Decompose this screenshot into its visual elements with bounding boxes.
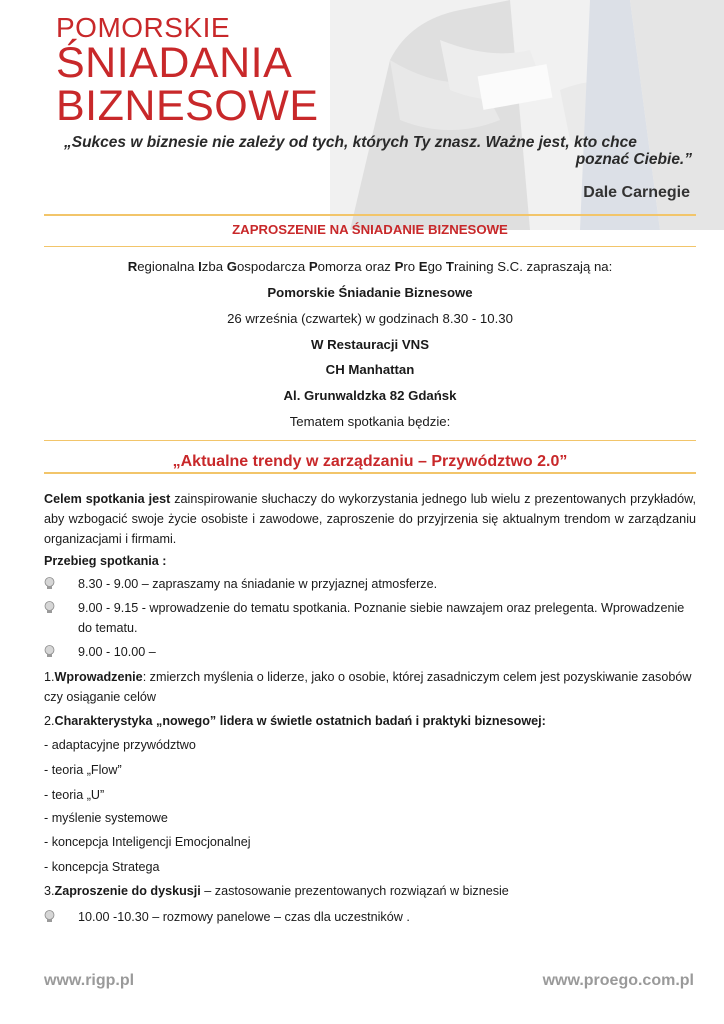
agenda-bullet-text: 9.00 - 10.00 – [78,645,156,659]
organizer-text: omorza oraz [317,259,395,274]
meeting-topic: „Aktualne trendy w zarządzaniu – Przywództwo 2.0” [172,453,568,470]
list-item: - koncepcja Stratega [44,860,160,874]
agenda-bullet [44,574,696,594]
divider [44,472,696,474]
list-item: - teoria „Flow” [44,763,122,777]
divider [44,440,696,441]
organizer-initial: P [394,259,404,274]
list-item: - adaptacyjne przywództwo [44,738,196,752]
divider [44,246,696,247]
bulb-bullet-icon [44,645,55,658]
brand-line-3: BIZNESOWE [56,82,319,130]
divider [44,214,696,216]
item-number: 2. [44,714,55,728]
item-label: Zaproszenie do dyskusji [54,884,201,898]
organizers-line [44,259,696,274]
list-item: - koncepcja Inteligencji Emocjonalnej [44,835,251,849]
item-number: 3. [44,884,55,898]
item-number: 1. [44,670,55,684]
organizer-initial: T [445,259,454,274]
topic-intro: Tematem spotkania będzie: [289,414,451,429]
bulb-bullet-icon [44,601,55,614]
organizer-text: ro [403,259,419,274]
agenda-item-1 [44,667,696,707]
agenda-bullet [44,642,696,662]
item-label: Wprowadzenie [54,670,143,684]
goal-text: zainspirowanie słuchaczy do wykorzystania jednego lub wielu z prezentowanych przykładów, aby wzbogacić swoje życie osobiste i zawodowe, zaproszenie do przyjrzenia się aktualnym trendom w zarządzaniu organizacjami i firmami. [44,492,696,546]
agenda-bullet-text: 10.00 -10.30 – rozmowy panelowe – czas dla uczestników . [78,910,410,924]
quote-line-1: „Sukces w biznesie nie zależy od tych, których Ty znasz. Ważne jest, kto chce [64,134,637,151]
agenda-item-3 [44,881,696,901]
agenda-label: Przebieg spotkania : [44,554,167,568]
bulb-bullet-icon [44,577,55,590]
brand-logo-text [56,14,319,128]
organizer-text: egionalna [137,259,199,274]
organizer-text: ospodarcza [236,259,309,274]
event-name: Pomorskie Śniadanie Biznesowe [267,285,473,300]
organizer-initial: G [226,259,237,274]
brand-line-1: POMORSKIE [56,12,231,43]
quote [64,134,692,168]
bulb-bullet-icon [44,910,55,923]
brand-line-2: ŚNIADANIA [56,39,293,87]
agenda-bullet [44,598,696,638]
item-text: : zmierzch myślenia o liderze, jako o osobie, której zasadniczym celem jest pozyskiwanie zasobów czy osiąganie celów [44,670,692,704]
organizer-initial: E [418,259,428,274]
venue-address: Al. Grunwaldzka 82 Gdańsk [283,388,457,403]
venue-mall: CH Manhattan [325,362,415,377]
organizer-text: go [427,259,446,274]
list-item: - myślenie systemowe [44,811,168,825]
footer-link-proego[interactable]: www.proego.com.pl [542,972,694,989]
agenda-item-2 [44,711,696,731]
organizer-initial: P [308,259,318,274]
agenda-bullet [44,907,696,927]
quote-line-2: poznać Ciebie.” [575,151,692,168]
item-text: – zastosowanie prezentowanych rozwiązań w biznesie [200,884,509,898]
goal-paragraph [44,489,696,549]
agenda-bullet-text: 8.30 - 9.00 – zapraszamy na śniadanie w przyjaznej atmosferze. [78,577,438,591]
organizer-initial: I [198,259,202,274]
organizer-text: raining S.C. zapraszają na: [453,259,613,274]
quote-author: Dale Carnegie [583,184,690,201]
event-date: 26 września (czwartek) w godzinach 8.30 - 10.30 [227,311,513,326]
invitation-title: ZAPROSZENIE NA ŚNIADANIE BIZNESOWE [232,222,508,237]
organizer-initial: R [127,259,138,274]
agenda-bullet-text: 9.00 - 9.15 - wprowadzenie do tematu spotkania. Poznanie siebie nawzajem oraz prelegenta. Wprowadzenie do tematu. [78,601,685,635]
list-item: - teoria „U” [44,788,105,802]
goal-label: Celem spotkania jest [44,492,171,506]
venue-restaurant: W Restauracji VNS [311,337,429,352]
item-label: Charakterystyka „nowego” lidera w świetle ostatnich badań i praktyki biznesowej: [54,714,546,728]
footer-link-rigp[interactable]: www.rigp.pl [44,972,135,989]
organizer-text: zba [201,259,227,274]
